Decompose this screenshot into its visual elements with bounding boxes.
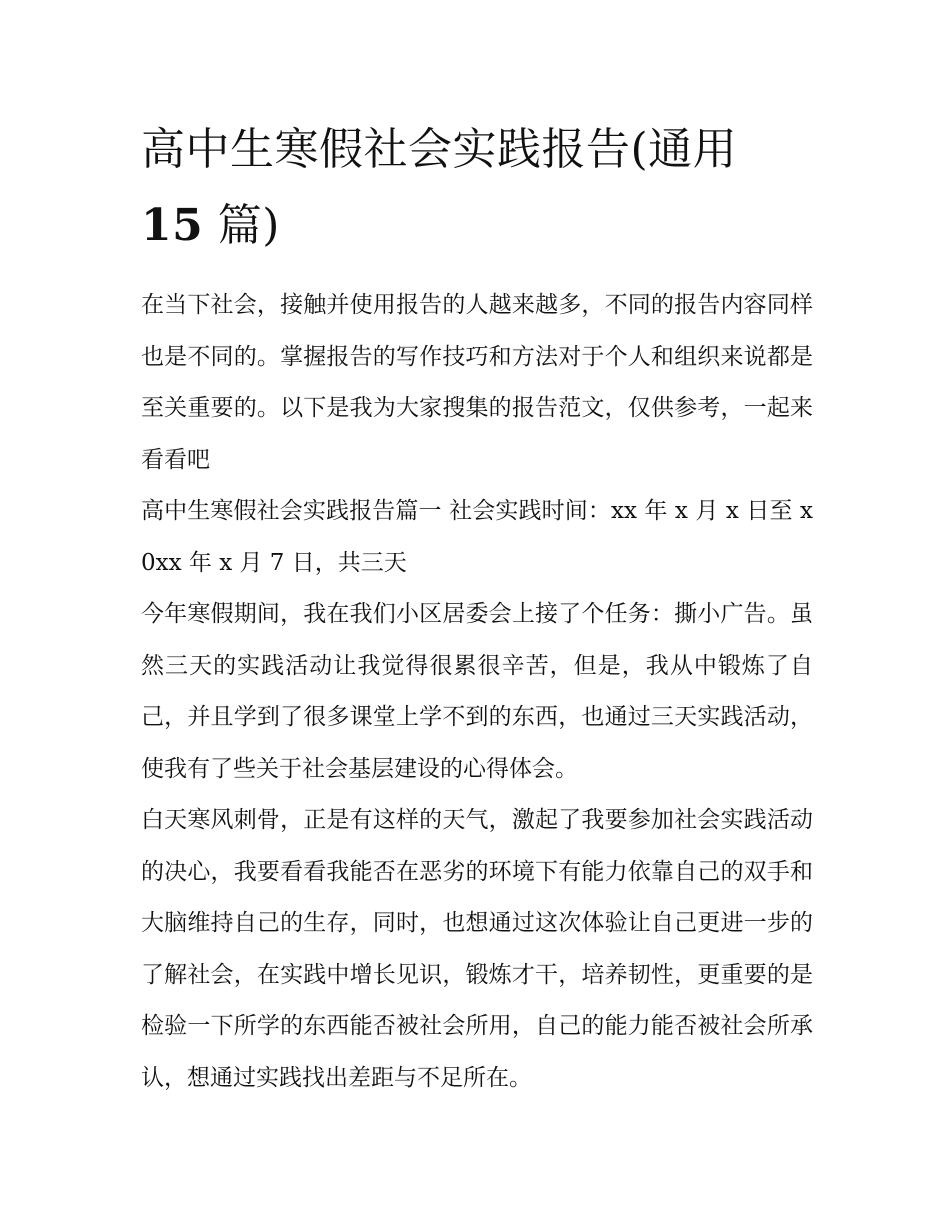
paragraph-body-1: 今年寒假期间，我在我们小区居委会上接了个任务：撕小广告。虽然三天的实践活动让我觉得很累很辛苦，但是，我从中锻炼了自己，并且学到了很多课堂上学不到的东西，也通过三天实践活动，使我有了些关于社会基层建设的心得体会。 (141, 601, 813, 782)
paragraph-intro: 在当下社会，接触并使用报告的人越来越多，不同的报告内容同样也是不同的。掌握报告的写作技巧和方法对于个人和组织来说都是至关重要的。以下是我为大家搜集的报告范文，仅供参考，一起来看看吧 (141, 292, 813, 473)
title-main: 高中生寒假社会实践报告(通用 (141, 124, 738, 175)
document-title (141, 112, 813, 264)
document-body (141, 112, 813, 1104)
title-tail: 篇) (203, 200, 280, 251)
title-number: 15 (141, 200, 204, 251)
paragraph-section-heading: 高中生寒假社会实践报告篇一 社会实践时间：xx 年 x 月 x 日至 x0xx 年 x 月 7 日，共三天 (141, 498, 813, 576)
paragraph-body-2: 白天寒风刺骨，正是有这样的天气，激起了我要参加社会实践活动的决心，我要看看我能否在恶劣的环境下有能力依靠自己的双手和大脑维持自己的生存，同时，也想通过这次体验让自己更进一步的了解社会，在实践中增长见识，锻炼才干，培养韧性，更重要的是检验一下所学的东西能否被社会所用，自己的能力能否被社会所承认，想通过实践找出差距与不足所在。 (141, 807, 813, 1091)
